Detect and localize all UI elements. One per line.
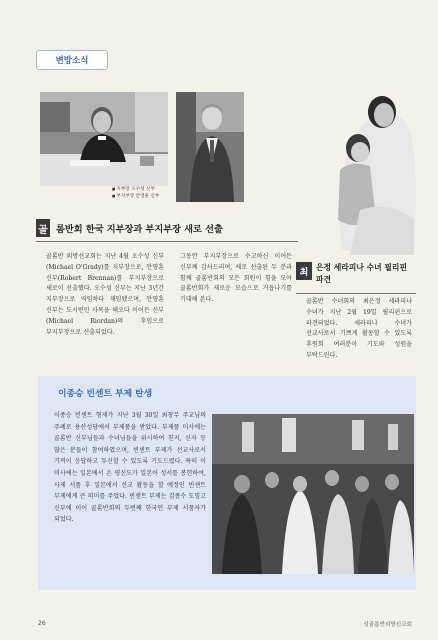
headline-rule bbox=[36, 241, 298, 242]
headline-text: 롬반회 한국 지부장과 부지부장 새로 선출 bbox=[56, 224, 223, 235]
article3-column bbox=[54, 410, 206, 526]
photo-vice-director bbox=[176, 92, 244, 202]
page-number: 26 bbox=[38, 620, 46, 627]
article2-title: 은정 세라피나 수녀 필리핀 파견 bbox=[316, 263, 407, 284]
photo-caption bbox=[112, 186, 182, 200]
article1-column-1 bbox=[46, 252, 164, 338]
article-headline bbox=[36, 218, 296, 238]
article1-text-1: 골롬반 외방선교회는 지난 4월 오수성 신부(Michael O'Grady)를 지부장으로, 안영훈 신부(Robert Brennan)를 부지부장으로 새로이 선출했다. 오수성 신부는 지난 3년간 지부장으로 역임하다 재임됐으며, 안영훈 신부는 도시빈민 사목을 해오다 이어든 신부(Michael Riordan)의 후임으로 부지부장으로 선출되었다. bbox=[46, 253, 164, 336]
article3-title: 이종승 빈센트 부제 탄생 bbox=[58, 389, 153, 399]
photo-sister-with-child bbox=[330, 90, 420, 260]
article3-text: 이종승 빈센트 형제가 지난 3월 30일 최창무 주교님의 주례로 용산성당에서 부제품을 받았다. 부제품 미사에는 골롬반 신부님들과 수녀님들을 위시하여 친지, 신자 등 많은 분들이 참여하였으며, 빈센트 부제가 선교사로서 기꺼이 응답하고 투신할 수 있도록 기도드렸다. 특히 이 미사에는 일본에서 온 평신도가 일본어 성서를 봉헌하여, 사제 서품 후 일본에서 선교 활동을 할 예정인 빈센트 부제에게 큰 의미를 주었다. 빈센트 부제는 김종수 도밍고 신부에 이어 골롬반회의 두번째 한국인 부제 서품자가 되었다. bbox=[54, 412, 206, 524]
article1-text-2: 그동안 부지부장으로 수고하신 이어든 신부께 감사드리며, 새로 선출된 두 분과 함께 골롬반회의 모든 회원이 힘을 모아 골롬반회가 새로운 모습으로 거듭나기를 기대해 본다. bbox=[180, 253, 292, 304]
article2-headline bbox=[296, 262, 416, 292]
section-tag: 변방소식 bbox=[36, 50, 108, 70]
article2-column bbox=[306, 297, 412, 362]
article2-initial: 최 bbox=[296, 262, 312, 280]
article2-text: 골롬반 수녀회의 최은정 세라피나 수녀가 지난 2월 19일 필리핀으로 파견되었다. 세라피나 수녀가 선교사로서 기쁘게 활동할 수 있도록 후원회 여러분이 기도와 성원을 부탁드린다. bbox=[306, 298, 412, 359]
photo-ordination-ceremony bbox=[212, 414, 414, 574]
publisher-name: 성골롬반외방선교회 bbox=[363, 622, 412, 628]
article1-column-2 bbox=[180, 252, 292, 306]
article2-rule bbox=[296, 293, 416, 294]
caption-director: ■ 지부장 오수성 신부 bbox=[112, 186, 182, 193]
headline-initial: 골 bbox=[36, 219, 50, 237]
caption-vice-director: ■ 부지부장 안영훈 신부 bbox=[112, 193, 182, 200]
photo-director-at-desk bbox=[40, 92, 168, 186]
